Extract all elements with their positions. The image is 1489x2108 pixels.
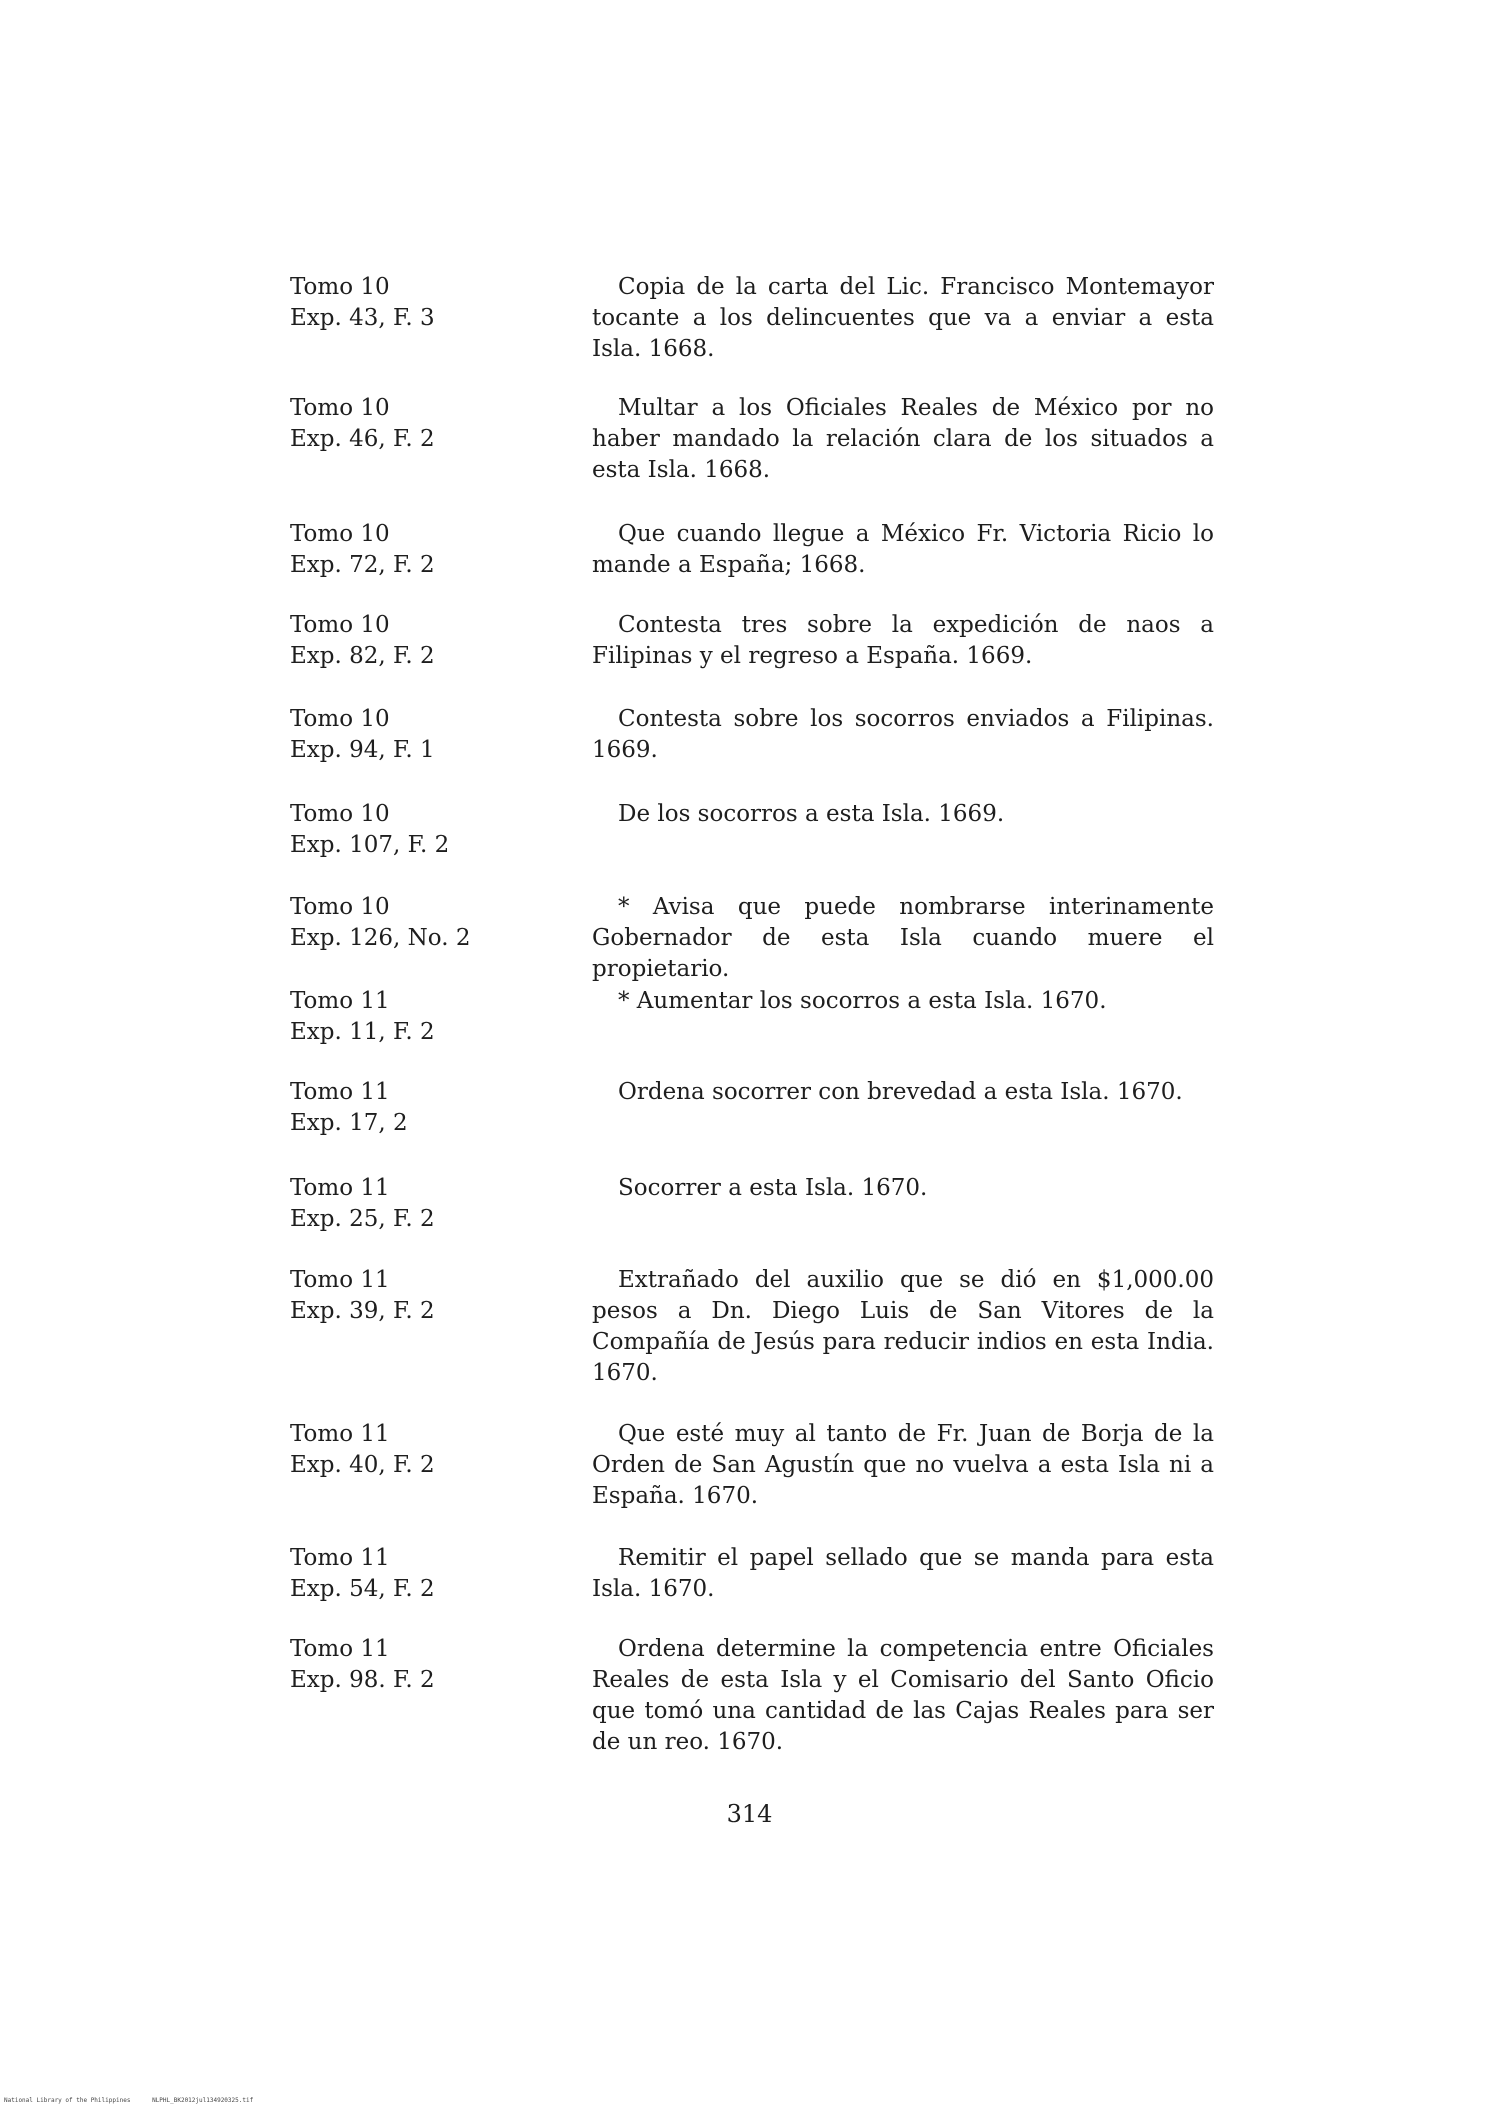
tomo-label: Tomo 11 (290, 1175, 390, 1201)
exp-label: Exp. 17, 2 (290, 1110, 408, 1136)
entry-reference (290, 393, 590, 455)
tomo-label: Tomo 10 (290, 801, 390, 827)
entry-reference (290, 1543, 590, 1605)
exp-label: Exp. 43, F. 3 (290, 305, 435, 331)
exp-label: Exp. 54, F. 2 (290, 1576, 435, 1602)
exp-label: Exp. 82, F. 2 (290, 643, 435, 669)
exp-label: Exp. 72, F. 2 (290, 552, 435, 578)
entry-description: Contesta sobre los socorros enviados a Filipinas. 1669. (592, 706, 1214, 763)
exp-label: Exp. 40, F. 2 (290, 1452, 435, 1478)
entry-reference (290, 892, 590, 954)
entry-description: Multar a los Oficiales Reales de México por no haber mandado la relación clara de los situados a esta Isla. 1668. (592, 395, 1214, 483)
tomo-label: Tomo 10 (290, 612, 390, 638)
entry-reference (290, 610, 590, 672)
entry-description: Que cuando llegue a México Fr. Victoria Ricio lo mande a España; 1668. (592, 521, 1214, 578)
entry-reference (290, 1419, 590, 1481)
tomo-label: Tomo 11 (290, 1267, 390, 1293)
entry-reference (290, 1265, 590, 1327)
tomo-label: Tomo 11 (290, 1079, 390, 1105)
entry-reference (290, 272, 590, 334)
exp-label: Exp. 46, F. 2 (290, 426, 435, 452)
entry-description: Que esté muy al tanto de Fr. Juan de Borja de la Orden de San Agustín que no vuelva a esta Isla ni a España. 1670. (592, 1421, 1214, 1509)
footer-file: NLPHL_BK2012jul134920325.tif (152, 2097, 254, 2104)
tomo-label: Tomo 10 (290, 706, 390, 732)
tomo-label: Tomo 10 (290, 395, 390, 421)
exp-label: Exp. 94, F. 1 (290, 737, 435, 763)
entry-reference (290, 986, 590, 1048)
tomo-label: Tomo 10 (290, 274, 390, 300)
entry-reference (290, 519, 590, 581)
footer-library: National Library of the Philippines (4, 2097, 131, 2104)
entry-description: * Aumentar los socorros a esta Isla. 1670. (618, 988, 1107, 1014)
entry-description: Contesta tres sobre la expedición de naos a Filipinas y el regreso a España. 1669. (592, 612, 1214, 669)
tomo-label: Tomo 10 (290, 894, 390, 920)
tomo-label: Tomo 11 (290, 1545, 390, 1571)
entry-description: Socorrer a esta Isla. 1670. (618, 1175, 928, 1201)
tomo-label: Tomo 10 (290, 521, 390, 547)
entry-reference (290, 1077, 590, 1139)
tomo-label: Tomo 11 (290, 1636, 390, 1662)
exp-label: Exp. 126, No. 2 (290, 925, 471, 951)
exp-label: Exp. 11, F. 2 (290, 1019, 435, 1045)
page-number: 314 (726, 1800, 773, 1828)
exp-label: Exp. 107, F. 2 (290, 832, 450, 858)
entry-description: * Avisa que puede nombrarse interinamente Gobernador de esta Isla cuando muere el propietario. (592, 894, 1214, 982)
entry-description: Remitir el papel sellado que se manda para esta Isla. 1670. (592, 1545, 1214, 1602)
entry-reference (290, 1634, 590, 1696)
entry-description: Ordena socorrer con brevedad a esta Isla. 1670. (618, 1079, 1183, 1105)
exp-label: Exp. 25, F. 2 (290, 1206, 435, 1232)
entry-description: Copia de la carta del Lic. Francisco Montemayor tocante a los delincuentes que va a enviar a esta Isla. 1668. (592, 274, 1214, 362)
entry-description: Ordena determine la competencia entre Oficiales Reales de esta Isla y el Comisario del Santo Oficio que tomó una cantidad de las Cajas Reales para ser de un reo. 1670. (592, 1636, 1214, 1755)
exp-label: Exp. 39, F. 2 (290, 1298, 435, 1324)
exp-label: Exp. 98. F. 2 (290, 1667, 435, 1693)
entry-reference (290, 704, 590, 766)
tomo-label: Tomo 11 (290, 1421, 390, 1447)
entry-reference (290, 1173, 590, 1235)
entry-description: De los socorros a esta Isla. 1669. (618, 801, 1005, 827)
entry-description: Extrañado del auxilio que se dió en $1,000.00 pesos a Dn. Diego Luis de San Vitores de la Compañía de Jesús para reducir indios en esta India. 1670. (592, 1267, 1214, 1386)
tomo-label: Tomo 11 (290, 988, 390, 1014)
scan-footer (4, 2097, 271, 2104)
entry-reference (290, 799, 590, 861)
